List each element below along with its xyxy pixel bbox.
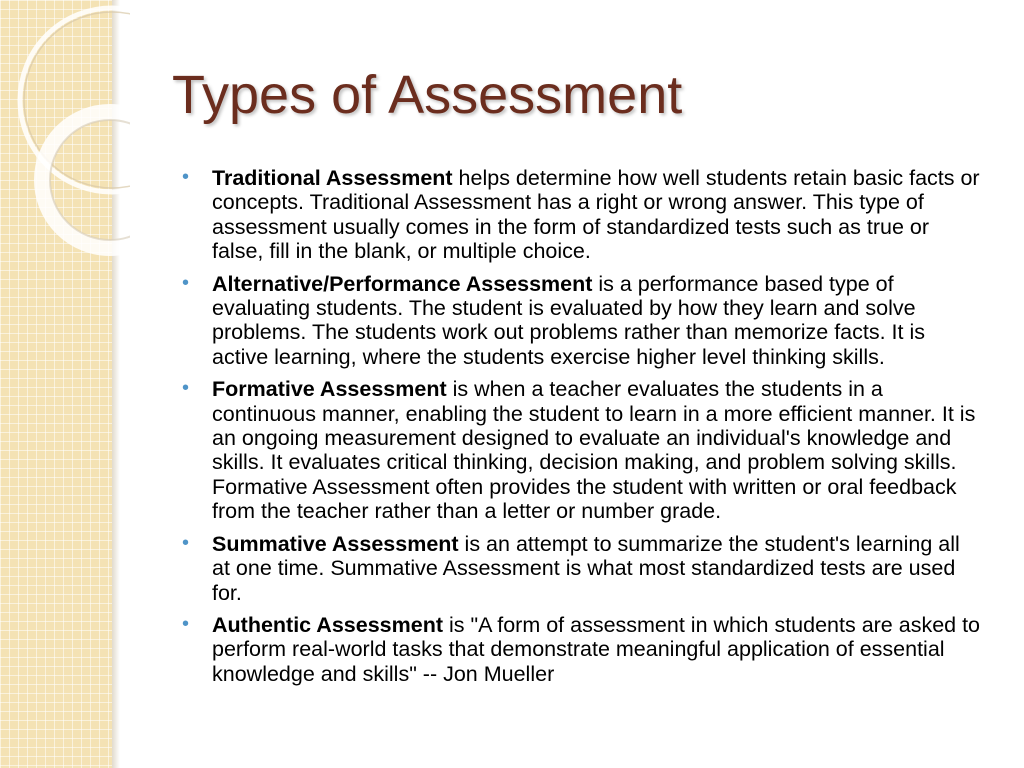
bullet-text: is when a teacher evaluates the students in a continuous manner, enabling the student to learn in a more efficient manner. It is an ongoing measurement designed to evaluate an individual's knowledge and skills. It evaluates critical thinking, decision making, and problem solving skills. Formative Assessment often provides the student with written or oral feedback from the teacher rather than a letter or number grade.	[212, 377, 976, 524]
bullet-term: Alternative/Performance Assessment	[212, 271, 593, 296]
bullet-text: is an attempt to summarize the student's learning all at one time. Summative Assessment is what most standardized tests are used for.	[212, 531, 960, 605]
bullet-formative-assessment	[182, 377, 982, 523]
slide-title: Types of Assessment	[172, 65, 683, 125]
bullet-authentic-assessment	[182, 613, 982, 686]
bullet-dot-icon: •	[182, 531, 190, 554]
bullet-traditional-assessment	[182, 166, 982, 264]
bullet-dot-icon: •	[182, 166, 190, 188]
sidebar-shadow	[112, 0, 120, 768]
bullet-term: Traditional Assessment	[212, 166, 453, 190]
bullet-term: Summative Assessment	[212, 531, 459, 556]
bullet-dot-icon: •	[182, 612, 190, 635]
bullet-dot-icon: •	[182, 377, 190, 400]
bullet-text: is "A form of assessment in which students are asked to perform real-world tasks that demonstrate meaningful application of essential knowledge and skills" -- Jon Mueller	[212, 612, 981, 686]
decorative-sidebar	[0, 0, 112, 768]
bullet-term: Authentic Assessment	[212, 612, 443, 637]
bullet-text: is a performance based type of evaluating students. The student is evaluated by how they learn and solve problems. The students work out problems rather than memorize facts. It is active learning, where the students exercise higher level thinking skills.	[212, 271, 925, 369]
bullet-list	[182, 166, 982, 694]
bullet-term: Formative Assessment	[212, 377, 447, 402]
bullet-text: helps determine how well students retain basic facts or concepts. Traditional Assessment has a right or wrong answer. This type of assessment usually comes in the form of standardized tests such as true or false, fill in the blank, or multiple choice.	[212, 166, 980, 264]
bullet-summative-assessment	[182, 532, 982, 605]
bullet-dot-icon: •	[182, 271, 190, 294]
bullet-performance-assessment	[182, 272, 982, 370]
